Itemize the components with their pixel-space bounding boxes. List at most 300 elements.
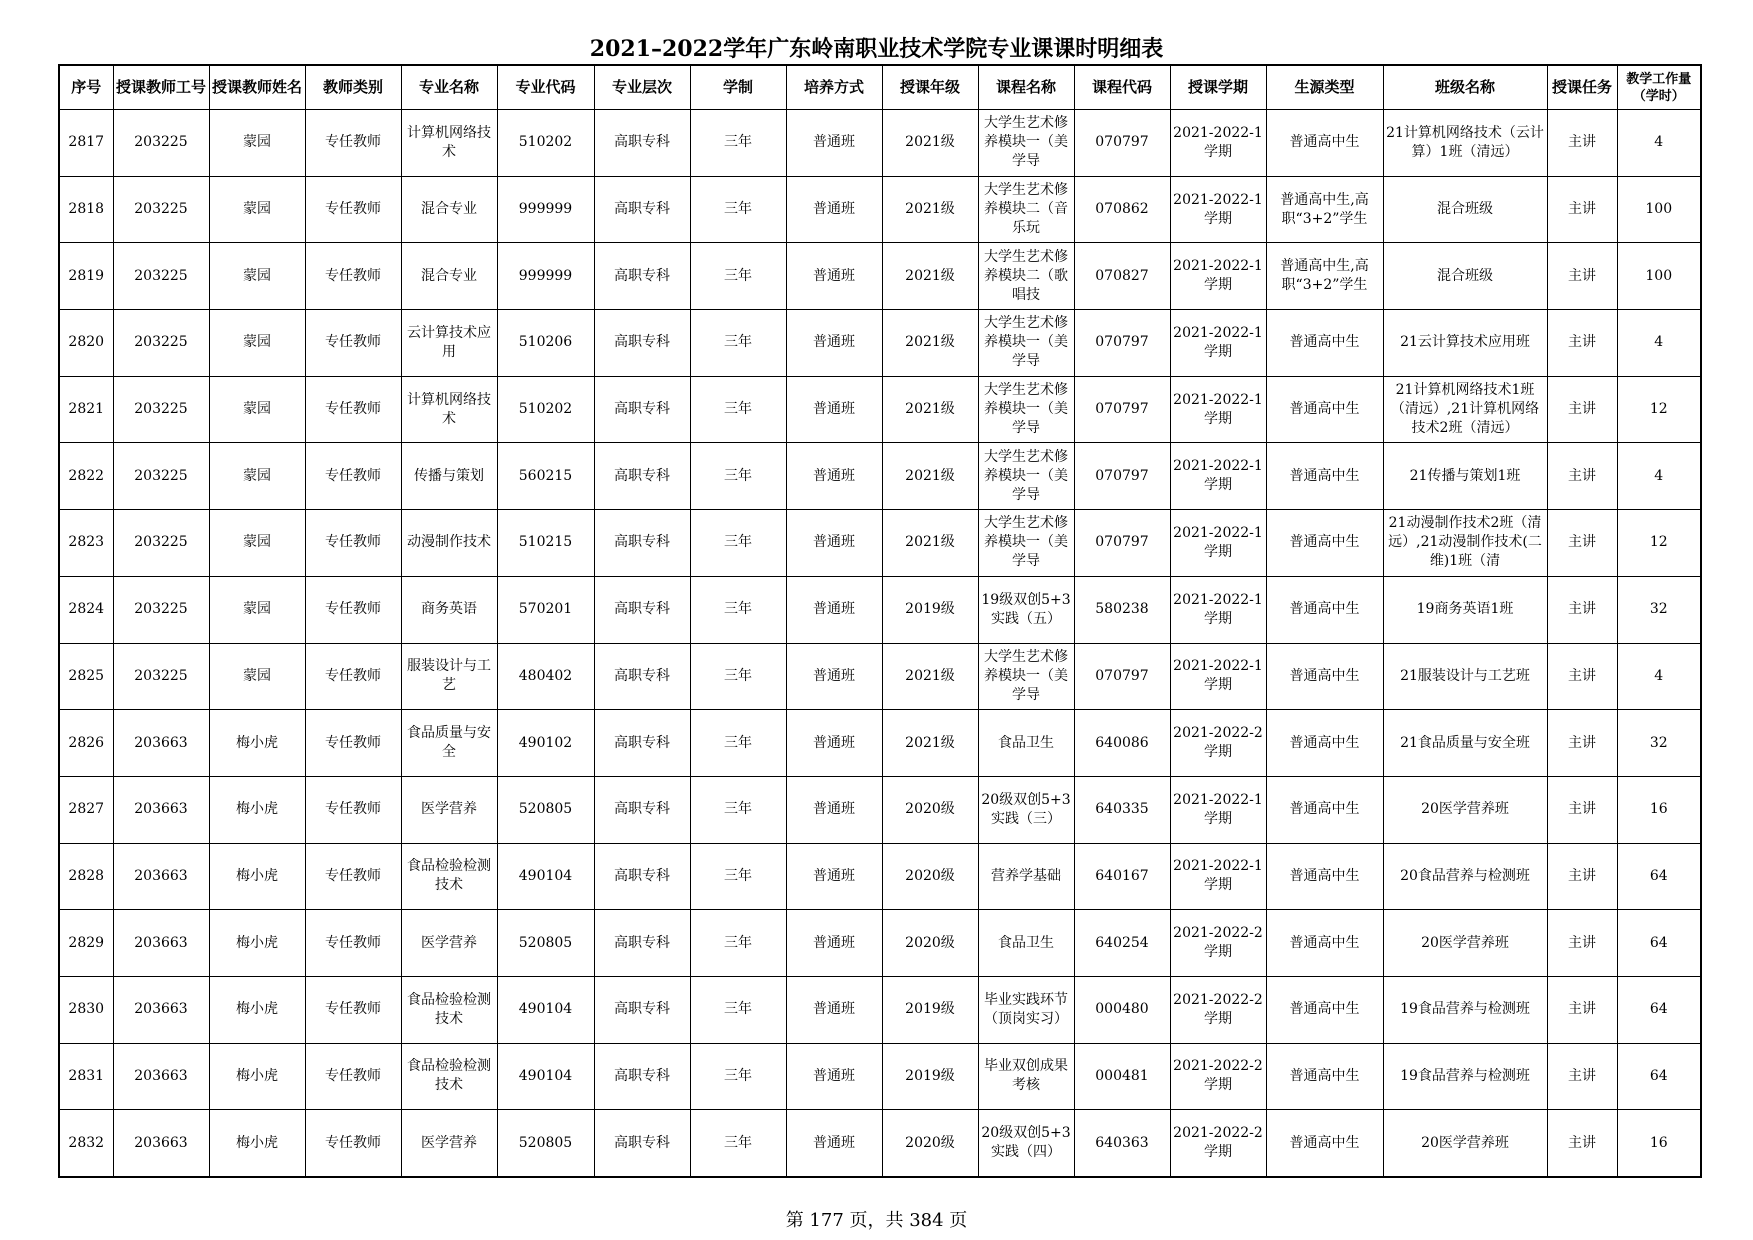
cell-text: 203225 bbox=[134, 401, 188, 418]
cell-text: 2021级 bbox=[905, 334, 955, 351]
table-cell bbox=[1074, 1110, 1170, 1177]
cell-text: 蒙园 bbox=[243, 201, 271, 218]
table-cell bbox=[978, 1110, 1074, 1177]
cell-text: 主讲 bbox=[1568, 467, 1596, 484]
table-cell bbox=[786, 443, 882, 510]
table-cell bbox=[113, 310, 209, 377]
table-cell bbox=[401, 776, 497, 843]
cell-text: 普通班 bbox=[813, 1134, 855, 1151]
cell-text: 2817 bbox=[68, 134, 105, 151]
cell-text: 19食品营养与检测班 bbox=[1400, 1001, 1530, 1018]
table-cell bbox=[497, 910, 594, 977]
table-cell bbox=[978, 910, 1074, 977]
table-cell bbox=[305, 376, 401, 443]
table-cell bbox=[978, 110, 1074, 177]
cell-text: 4 bbox=[1654, 334, 1664, 351]
table-cell bbox=[1547, 1043, 1617, 1110]
cell-text: 999999 bbox=[518, 267, 573, 284]
header-cell: 授课教师姓名 bbox=[209, 65, 305, 110]
header-cell: 专业层次 bbox=[594, 65, 690, 110]
cell-text: 32 bbox=[1649, 601, 1668, 618]
cell-text: 070797 bbox=[1095, 534, 1149, 551]
cell-text: 普通班 bbox=[813, 534, 855, 551]
table-cell bbox=[1547, 376, 1617, 443]
cell-text: 普通高中生 bbox=[1289, 667, 1360, 684]
cell-text: 高职专科 bbox=[614, 1134, 670, 1151]
table-cell bbox=[1617, 910, 1701, 977]
table-cell bbox=[1266, 110, 1383, 177]
header-cell: 授课学期 bbox=[1170, 65, 1266, 110]
cell-text: 510215 bbox=[518, 534, 573, 551]
cell-text: 蒙园 bbox=[243, 267, 271, 284]
cell-text: 专任教师 bbox=[325, 601, 381, 618]
cell-text: 2021-2022-1学期 bbox=[1173, 791, 1263, 827]
cell-text: 203663 bbox=[134, 1001, 188, 1018]
table-cell bbox=[1074, 976, 1170, 1043]
cell-text: 20医学营养班 bbox=[1421, 934, 1509, 951]
cell-text: 999999 bbox=[518, 201, 573, 218]
table-cell bbox=[1170, 976, 1266, 1043]
table-cell bbox=[1074, 843, 1170, 910]
cell-text: 520805 bbox=[518, 934, 573, 951]
table-cell bbox=[305, 1110, 401, 1177]
table-cell bbox=[1170, 776, 1266, 843]
cell-text: 普通班 bbox=[813, 667, 855, 684]
table-cell bbox=[1266, 1110, 1383, 1177]
cell-text: 专任教师 bbox=[325, 201, 381, 218]
cell-text: 2021-2022-1学期 bbox=[1173, 324, 1263, 360]
cell-text: 主讲 bbox=[1568, 134, 1596, 151]
table-row bbox=[59, 576, 1701, 643]
table-cell bbox=[690, 176, 786, 243]
table-cell bbox=[1383, 243, 1547, 310]
table-cell bbox=[594, 176, 690, 243]
table-cell bbox=[786, 243, 882, 310]
header-cell: 专业名称 bbox=[401, 65, 497, 110]
cell-text: 2824 bbox=[68, 601, 105, 618]
cell-text: 食品卫生 bbox=[998, 934, 1054, 951]
table-cell bbox=[1170, 243, 1266, 310]
table-cell bbox=[59, 310, 113, 377]
table-cell bbox=[1383, 310, 1547, 377]
table-cell bbox=[1170, 643, 1266, 710]
table-cell bbox=[978, 976, 1074, 1043]
table-cell bbox=[1074, 710, 1170, 777]
table-cell bbox=[690, 243, 786, 310]
cell-text: 普通高中生 bbox=[1289, 734, 1360, 751]
cell-text: 2021-2022-2学期 bbox=[1173, 725, 1263, 761]
cell-text: 21服装设计与工艺班 bbox=[1400, 667, 1530, 684]
table-cell bbox=[1170, 576, 1266, 643]
cell-text: 专任教师 bbox=[325, 267, 381, 284]
table-cell bbox=[690, 376, 786, 443]
table-cell bbox=[1074, 110, 1170, 177]
table-cell bbox=[209, 1043, 305, 1110]
cell-text: 203225 bbox=[134, 601, 188, 618]
cell-text: 2828 bbox=[68, 867, 105, 884]
table-cell bbox=[59, 1043, 113, 1110]
table-cell bbox=[1547, 510, 1617, 577]
cell-text: 4 bbox=[1654, 467, 1664, 484]
cell-text: 2021级 bbox=[905, 734, 955, 751]
cell-text: 2021-2022-1学期 bbox=[1173, 191, 1263, 227]
table-cell bbox=[1547, 1110, 1617, 1177]
cell-text: 普通班 bbox=[813, 801, 855, 818]
table-cell bbox=[1617, 1043, 1701, 1110]
table-cell bbox=[594, 576, 690, 643]
page-footer: 第 177 页，共 384 页 bbox=[785, 1210, 968, 1231]
cell-text: 医学营养 bbox=[421, 801, 477, 818]
table-cell bbox=[113, 443, 209, 510]
cell-text: 三年 bbox=[724, 667, 752, 684]
table-cell bbox=[401, 176, 497, 243]
table-cell bbox=[1266, 576, 1383, 643]
table-cell bbox=[305, 310, 401, 377]
cell-text: 203663 bbox=[134, 867, 188, 884]
cell-text: 医学营养 bbox=[421, 934, 477, 951]
cell-text: 普通高中生,高职“3+2”学生 bbox=[1280, 258, 1369, 294]
table-cell bbox=[401, 976, 497, 1043]
cell-text: 100 bbox=[1645, 267, 1673, 284]
cell-text: 普通高中生 bbox=[1289, 1001, 1360, 1018]
cell-text: 高职专科 bbox=[614, 534, 670, 551]
cell-text: 203663 bbox=[134, 1134, 188, 1151]
table-cell bbox=[786, 176, 882, 243]
cell-text: 普通班 bbox=[813, 1067, 855, 1084]
table-cell bbox=[1170, 443, 1266, 510]
cell-text: 2825 bbox=[68, 667, 105, 684]
table-row bbox=[59, 376, 1701, 443]
cell-text: 专任教师 bbox=[325, 1134, 381, 1151]
table-cell bbox=[1383, 643, 1547, 710]
table-cell bbox=[1617, 176, 1701, 243]
cell-text: 203225 bbox=[134, 334, 188, 351]
table-cell bbox=[113, 243, 209, 310]
table-cell bbox=[882, 510, 978, 577]
cell-text: 640086 bbox=[1095, 734, 1149, 751]
table-cell bbox=[497, 110, 594, 177]
cell-text: 203663 bbox=[134, 734, 188, 751]
table-cell bbox=[978, 310, 1074, 377]
table-cell bbox=[786, 910, 882, 977]
table-cell bbox=[978, 1043, 1074, 1110]
table-cell bbox=[1074, 243, 1170, 310]
table-cell bbox=[594, 1043, 690, 1110]
cell-text: 三年 bbox=[724, 1001, 752, 1018]
cell-text: 专任教师 bbox=[325, 667, 381, 684]
table-cell bbox=[882, 643, 978, 710]
cell-text: 2021级 bbox=[905, 534, 955, 551]
table-cell bbox=[209, 110, 305, 177]
table-cell bbox=[305, 243, 401, 310]
cell-text: 主讲 bbox=[1568, 734, 1596, 751]
table-cell bbox=[401, 576, 497, 643]
table-cell bbox=[882, 443, 978, 510]
cell-text: 蒙园 bbox=[243, 534, 271, 551]
table-cell bbox=[209, 910, 305, 977]
cell-text: 20级双创5+3实践（四） bbox=[981, 1125, 1071, 1161]
table-cell bbox=[786, 843, 882, 910]
cell-text: 560215 bbox=[518, 467, 573, 484]
cell-text: 蒙园 bbox=[243, 467, 271, 484]
table-cell bbox=[113, 1110, 209, 1177]
table-cell bbox=[401, 843, 497, 910]
table-cell bbox=[978, 576, 1074, 643]
table-cell bbox=[690, 1043, 786, 1110]
cell-text: 梅小虎 bbox=[236, 934, 278, 951]
table-cell bbox=[1547, 910, 1617, 977]
header-cell: 授课教师工号 bbox=[113, 65, 209, 110]
cell-text: 普通高中生 bbox=[1289, 134, 1360, 151]
cell-text: 21云计算技术应用班 bbox=[1400, 334, 1530, 351]
cell-text: 毕业实践环节（顶岗实习） bbox=[984, 991, 1068, 1027]
cell-text: 2021级 bbox=[905, 467, 955, 484]
table-cell bbox=[1547, 310, 1617, 377]
table-cell bbox=[59, 110, 113, 177]
table-cell bbox=[1170, 176, 1266, 243]
cell-text: 梅小虎 bbox=[236, 734, 278, 751]
cell-text: 普通高中生 bbox=[1289, 934, 1360, 951]
cell-text: 普通班 bbox=[813, 467, 855, 484]
table-cell bbox=[401, 710, 497, 777]
table-cell bbox=[1617, 443, 1701, 510]
cell-text: 2831 bbox=[68, 1067, 105, 1084]
cell-text: 梅小虎 bbox=[236, 801, 278, 818]
cell-text: 070862 bbox=[1095, 201, 1149, 218]
table-cell bbox=[690, 310, 786, 377]
cell-text: 食品质量与安全 bbox=[407, 725, 491, 761]
cell-text: 专任教师 bbox=[325, 467, 381, 484]
table-cell bbox=[690, 643, 786, 710]
cell-text: 大学生艺术修养模块一（美学导 bbox=[984, 448, 1068, 503]
cell-text: 21食品质量与安全班 bbox=[1400, 734, 1530, 751]
table-row bbox=[59, 310, 1701, 377]
cell-text: 2021-2022-1学期 bbox=[1173, 658, 1263, 694]
table-cell bbox=[1617, 1110, 1701, 1177]
cell-text: 高职专科 bbox=[614, 467, 670, 484]
table-cell bbox=[882, 910, 978, 977]
cell-text: 高职专科 bbox=[614, 801, 670, 818]
table-cell bbox=[690, 110, 786, 177]
table-cell bbox=[594, 310, 690, 377]
table-cell bbox=[209, 776, 305, 843]
cell-text: 高职专科 bbox=[614, 401, 670, 418]
table-cell bbox=[1170, 1110, 1266, 1177]
table-cell bbox=[1266, 910, 1383, 977]
table-cell bbox=[305, 510, 401, 577]
cell-text: 640363 bbox=[1095, 1134, 1149, 1151]
cell-text: 普通高中生 bbox=[1289, 1067, 1360, 1084]
table-cell bbox=[1547, 710, 1617, 777]
cell-text: 普通班 bbox=[813, 267, 855, 284]
table-cell bbox=[786, 643, 882, 710]
table-cell bbox=[1266, 843, 1383, 910]
cell-text: 070797 bbox=[1095, 134, 1149, 151]
cell-text: 蒙园 bbox=[243, 334, 271, 351]
table-cell bbox=[594, 710, 690, 777]
table-cell bbox=[1074, 1043, 1170, 1110]
cell-text: 三年 bbox=[724, 801, 752, 818]
cell-text: 203225 bbox=[134, 267, 188, 284]
cell-text: 主讲 bbox=[1568, 534, 1596, 551]
table-cell bbox=[497, 510, 594, 577]
cell-text: 高职专科 bbox=[614, 134, 670, 151]
table-cell bbox=[1617, 776, 1701, 843]
table-cell bbox=[1074, 376, 1170, 443]
cell-text: 普通高中生 bbox=[1289, 334, 1360, 351]
table-cell bbox=[59, 843, 113, 910]
cell-text: 2021-2022-1学期 bbox=[1173, 124, 1263, 160]
table-cell bbox=[497, 776, 594, 843]
cell-text: 2826 bbox=[68, 734, 105, 751]
table-cell bbox=[1074, 443, 1170, 510]
table-cell bbox=[305, 776, 401, 843]
cell-text: 梅小虎 bbox=[236, 867, 278, 884]
table-cell bbox=[882, 976, 978, 1043]
cell-text: 专任教师 bbox=[325, 401, 381, 418]
course-hours-table bbox=[58, 64, 1702, 1178]
cell-text: 普通班 bbox=[813, 134, 855, 151]
cell-text: 主讲 bbox=[1568, 201, 1596, 218]
cell-text: 203663 bbox=[134, 1067, 188, 1084]
cell-text: 070827 bbox=[1095, 267, 1149, 284]
cell-text: 2021-2022-1学期 bbox=[1173, 391, 1263, 427]
cell-text: 梅小虎 bbox=[236, 1134, 278, 1151]
table-cell bbox=[1170, 843, 1266, 910]
cell-text: 070797 bbox=[1095, 334, 1149, 351]
cell-text: 070797 bbox=[1095, 667, 1149, 684]
cell-text: 云计算技术应用 bbox=[407, 324, 491, 360]
cell-text: 2829 bbox=[68, 934, 105, 951]
table-cell bbox=[1547, 643, 1617, 710]
table-cell bbox=[1074, 310, 1170, 377]
table-cell bbox=[690, 843, 786, 910]
cell-text: 19商务英语1班 bbox=[1416, 601, 1514, 618]
table-cell bbox=[113, 710, 209, 777]
cell-text: 主讲 bbox=[1568, 601, 1596, 618]
cell-text: 主讲 bbox=[1568, 934, 1596, 951]
table-cell bbox=[1170, 710, 1266, 777]
table-cell bbox=[1266, 310, 1383, 377]
cell-text: 510202 bbox=[518, 401, 573, 418]
cell-text: 21计算机网络技术（云计算）1班（清远） bbox=[1386, 124, 1544, 160]
table-cell bbox=[497, 576, 594, 643]
table-cell bbox=[401, 1043, 497, 1110]
cell-text: 食品检验检测技术 bbox=[407, 858, 491, 894]
cell-text: 高职专科 bbox=[614, 934, 670, 951]
table-cell bbox=[882, 1043, 978, 1110]
table-cell bbox=[882, 243, 978, 310]
table-cell bbox=[1383, 576, 1547, 643]
cell-text: 2819 bbox=[68, 267, 105, 284]
table-cell bbox=[786, 710, 882, 777]
table-cell bbox=[1617, 510, 1701, 577]
cell-text: 2821 bbox=[68, 401, 105, 418]
cell-text: 普通班 bbox=[813, 601, 855, 618]
cell-text: 医学营养 bbox=[421, 1134, 477, 1151]
table-cell bbox=[1547, 976, 1617, 1043]
table-cell bbox=[59, 243, 113, 310]
cell-text: 32 bbox=[1649, 734, 1668, 751]
cell-text: 480402 bbox=[518, 667, 573, 684]
table-cell bbox=[497, 443, 594, 510]
cell-text: 传播与策划 bbox=[414, 467, 484, 484]
table-cell bbox=[690, 776, 786, 843]
cell-text: 12 bbox=[1649, 534, 1668, 551]
cell-text: 203225 bbox=[134, 534, 188, 551]
cell-text: 大学生艺术修养模块一（美学导 bbox=[984, 115, 1068, 170]
table-cell bbox=[786, 510, 882, 577]
table-cell bbox=[786, 776, 882, 843]
header-cell: 生源类型 bbox=[1266, 65, 1383, 110]
table-cell bbox=[1547, 243, 1617, 310]
cell-text: 梅小虎 bbox=[236, 1001, 278, 1018]
cell-text: 食品检验检测技术 bbox=[407, 991, 491, 1027]
table-cell bbox=[59, 510, 113, 577]
header-cell: 教师类别 bbox=[305, 65, 401, 110]
table-cell bbox=[497, 1043, 594, 1110]
cell-text: 21计算机网络技术1班（清远）,21计算机网络技术2班（清远） bbox=[1390, 382, 1540, 437]
cell-text: 2020级 bbox=[905, 1134, 955, 1151]
cell-text: 2818 bbox=[68, 201, 105, 218]
table-cell bbox=[978, 176, 1074, 243]
table-cell bbox=[1266, 376, 1383, 443]
cell-text: 普通高中生 bbox=[1289, 601, 1360, 618]
table-cell bbox=[1617, 576, 1701, 643]
cell-text: 2021级 bbox=[905, 134, 955, 151]
table-row bbox=[59, 710, 1701, 777]
cell-text: 混合班级 bbox=[1437, 267, 1493, 284]
table-cell bbox=[59, 910, 113, 977]
table-row bbox=[59, 243, 1701, 310]
cell-text: 专任教师 bbox=[325, 801, 381, 818]
table-cell bbox=[209, 376, 305, 443]
table-cell bbox=[113, 576, 209, 643]
cell-text: 2020级 bbox=[905, 801, 955, 818]
table-cell bbox=[978, 843, 1074, 910]
table-cell bbox=[1547, 843, 1617, 910]
header-cell: 授课任务 bbox=[1547, 65, 1617, 110]
cell-text: 三年 bbox=[724, 467, 752, 484]
cell-text: 蒙园 bbox=[243, 667, 271, 684]
cell-text: 主讲 bbox=[1568, 1001, 1596, 1018]
table-cell bbox=[978, 710, 1074, 777]
table-cell bbox=[1383, 910, 1547, 977]
table-cell bbox=[1170, 110, 1266, 177]
table-cell bbox=[978, 376, 1074, 443]
cell-text: 混合班级 bbox=[1437, 201, 1493, 218]
cell-text: 2021-2022-2学期 bbox=[1173, 1058, 1263, 1094]
table-cell bbox=[209, 510, 305, 577]
cell-text: 20食品营养与检测班 bbox=[1400, 867, 1530, 884]
table-cell bbox=[209, 643, 305, 710]
table-cell bbox=[1383, 1043, 1547, 1110]
table-cell bbox=[594, 443, 690, 510]
cell-text: 2021-2022-2学期 bbox=[1173, 991, 1263, 1027]
table-cell bbox=[1074, 910, 1170, 977]
table-cell bbox=[59, 1110, 113, 1177]
cell-text: 2830 bbox=[68, 1001, 105, 1018]
table-cell bbox=[1383, 510, 1547, 577]
table-cell bbox=[882, 310, 978, 377]
cell-text: 三年 bbox=[724, 334, 752, 351]
table-cell bbox=[786, 376, 882, 443]
cell-text: 2020级 bbox=[905, 867, 955, 884]
table-cell bbox=[401, 243, 497, 310]
cell-text: 2019级 bbox=[905, 1001, 955, 1018]
table-cell bbox=[113, 1043, 209, 1110]
table-cell bbox=[1617, 376, 1701, 443]
